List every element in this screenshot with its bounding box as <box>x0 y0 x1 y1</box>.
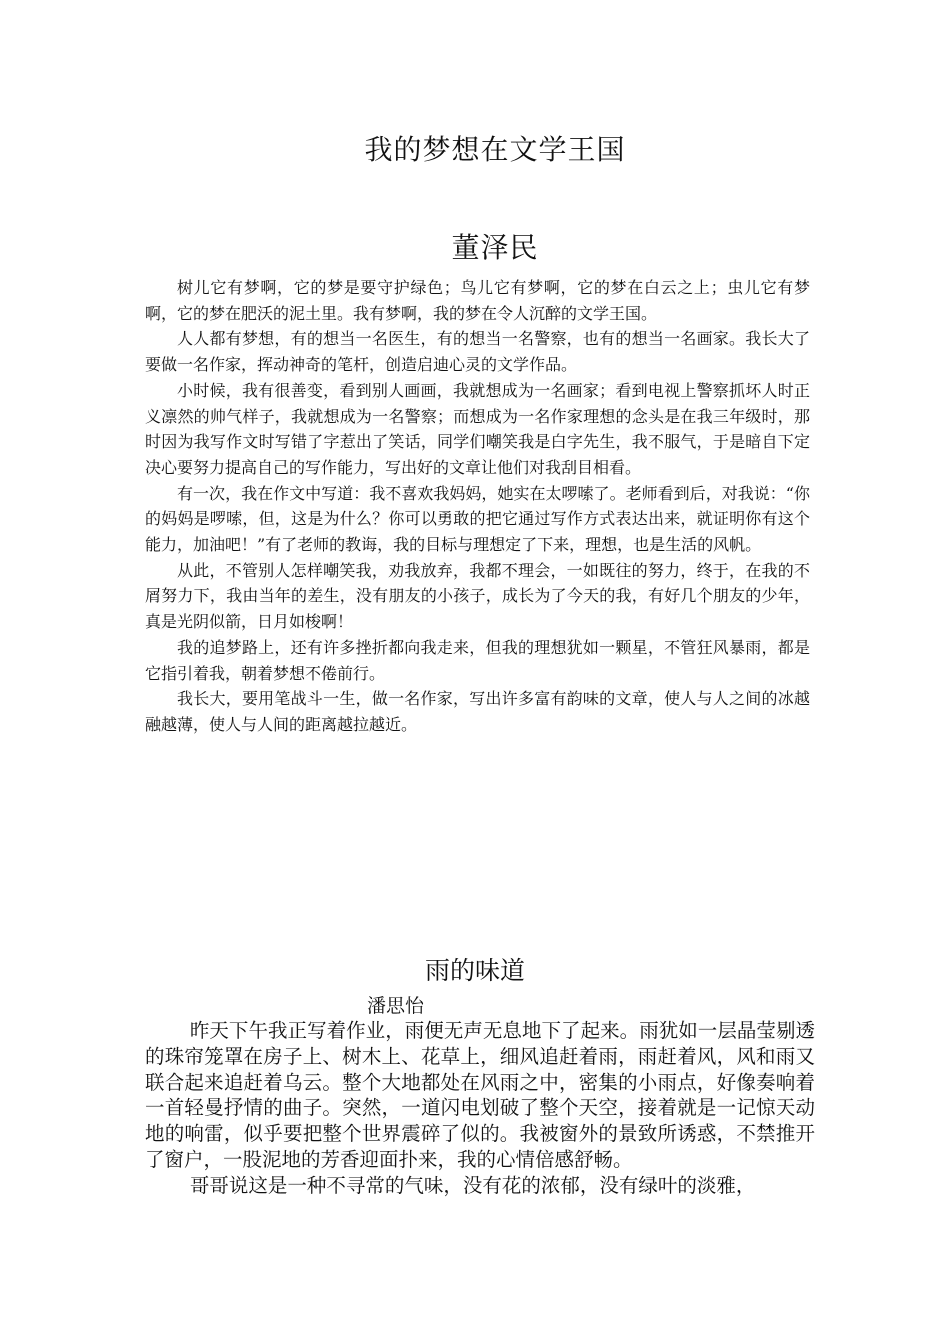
article-body <box>145 275 810 738</box>
article-author: 潘思怡 <box>367 995 425 1017</box>
paragraph: 树儿它有梦啊，它的梦是要守护绿色；鸟儿它有梦啊，它的梦在白云之上；虫儿它有梦啊，它的梦在肥沃的泥土里。我有梦啊，我的梦在令人沉醉的文学王国。 <box>145 278 810 323</box>
article-body <box>145 1018 815 1199</box>
paragraph: 小时候，我有很善变，看到别人画画，我就想成为一名画家；看到电视上警察抓坏人时正义凛然的帅气样子，我就想成为一名警察；而想成为一名作家理想的念头是在我三年级时，那时因为我写作文时写错了字惹出了笑话，同学们嘲笑我是白字先生，我不服气，于是暗自下定决心要努力提高自己的写作能力，写出好的文章让他们对我刮目相看。 <box>145 380 810 477</box>
article-title: 我的梦想在文学王国 <box>364 133 626 166</box>
paragraph: 我长大，要用笔战斗一生，做一名作家，写出许多富有韵味的文章，使人与人之间的冰越融越薄，使人与人间的距离越拉越近。 <box>145 689 810 734</box>
paragraph: 我的追梦路上，还有许多挫折都向我走来，但我的理想犹如一颗星，不管狂风暴雨，都是它指引着我，朝着梦想不倦前行。 <box>145 637 810 683</box>
paragraph: 哥哥说这是一种不寻常的气味，没有花的浓郁，没有绿叶的淡雅， <box>189 1173 756 1197</box>
paragraph: 有一次，我在作文中写道：我不喜欢我妈妈，她实在太啰嗦了。老师看到后，对我说：“你的妈妈是啰嗦，但，这是为什么？你可以勇敢的把它通过写作方式表达出来，就证明你有这个能力，加油吧！”有了老师的教诲，我的目标与理想定了下来，理想，也是生活的风帆。 <box>145 483 810 555</box>
paragraph: 昨天下午我正写着作业，雨便无声无息地下了起来。雨犹如一层晶莹剔透的珠帘笼罩在房子上、树木上、花草上，细风追赶着雨，雨赶着风，风和雨又联合起来追赶着乌云。整个大地都处在风雨之中，密集的小雨点，好像奏响着一首轻曼抒情的曲子。突然，一道闪电划破了整个天空，接着就是一记惊天动地的响雷，似乎要把整个世界震碎了似的。我被窗外的景致所诱惑，不禁推开了窗户，一股泥地的芳香迎面扑来，我的心情倍感舒畅。 <box>145 1019 815 1171</box>
paragraph: 人人都有梦想，有的想当一名医生，有的想当一名警察，也有的想当一名画家。我长大了要做一名作家，挥动神奇的笔杆，创造启迪心灵的文学作品。 <box>145 329 810 375</box>
article-title: 雨的味道 <box>424 956 525 985</box>
article-author: 董泽民 <box>451 231 539 264</box>
paragraph: 从此，不管别人怎样嘲笑我，劝我放弃，我都不理会，一如既往的努力，终于，在我的不屑努力下，我由当年的差生，没有朋友的小孩子，成长为了今天的我，有好几个朋友的少年，真是光阴似箭，日月如梭啊！ <box>145 560 810 632</box>
